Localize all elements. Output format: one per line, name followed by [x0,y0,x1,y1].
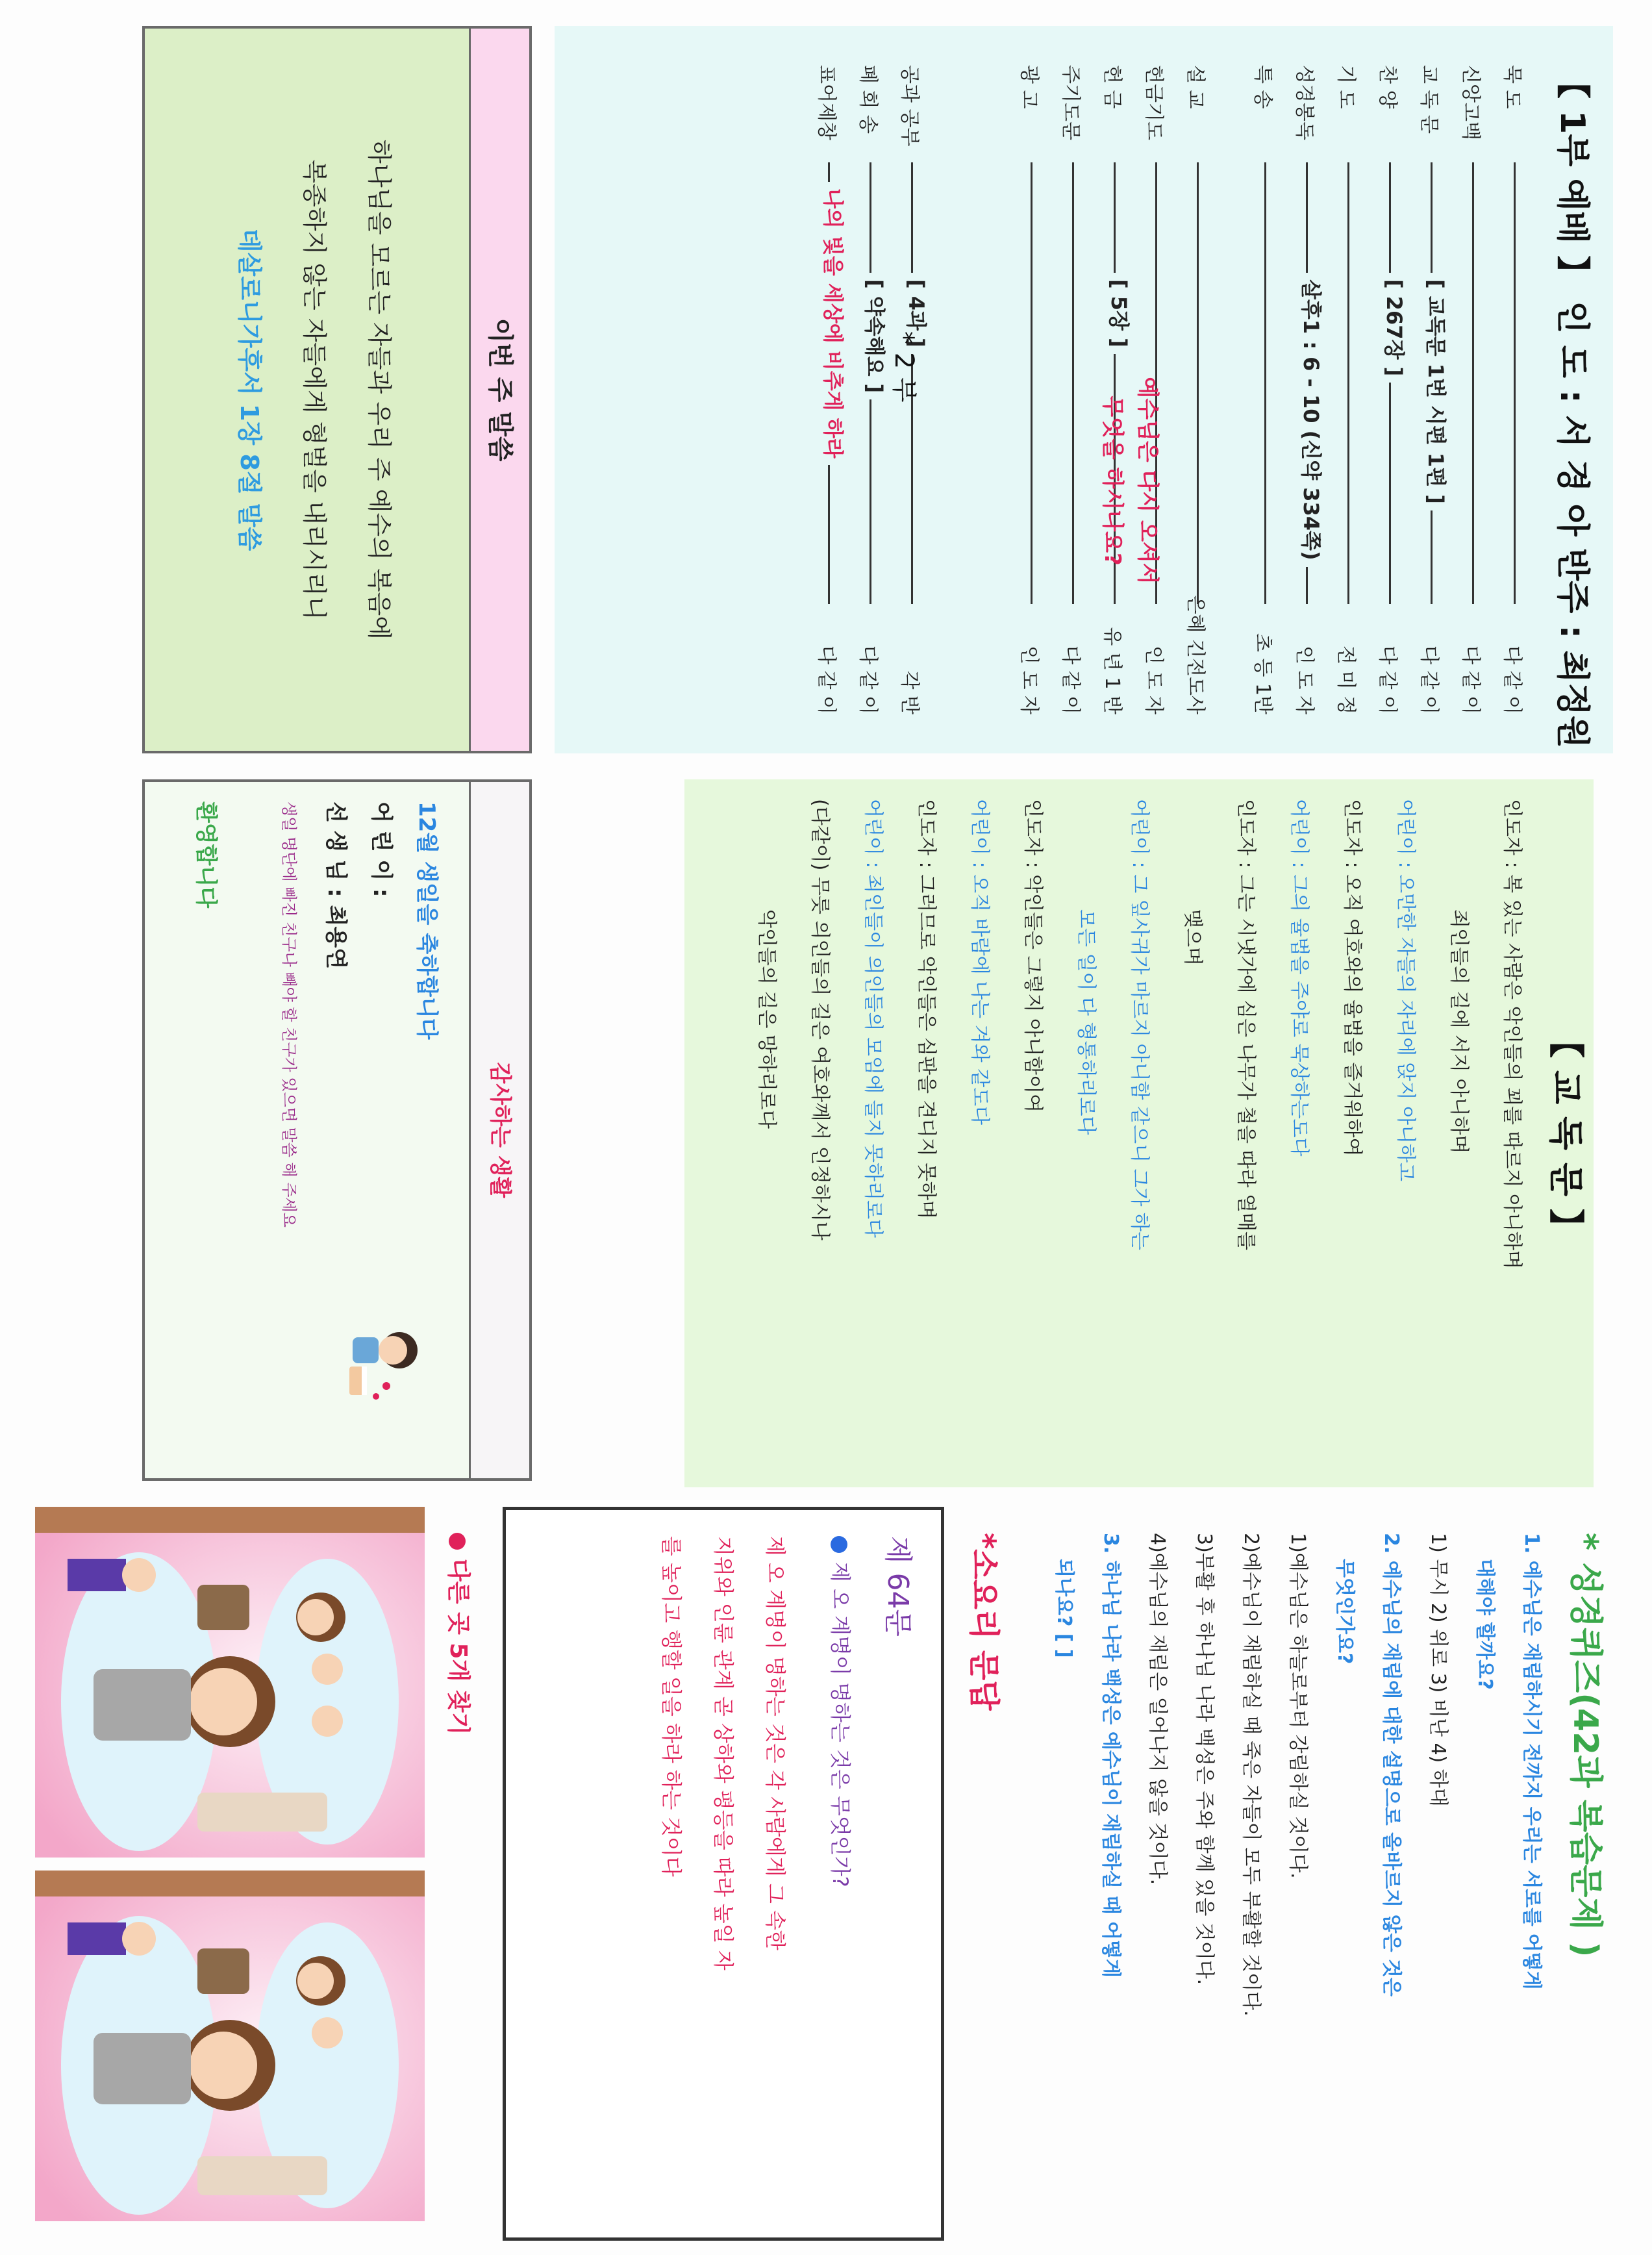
birthday-note: 생일 명단에 빠진 친구나 빼야 할 친구가 있으면 말씀 해 주세요 [280,801,298,1228]
responsive-reading-line: 어린이 : 그의 율법을 주야로 묵상하는도다 [1288,799,1310,1157]
order-item-leader: 각 반 [898,670,921,714]
worship-order-row [1247,65,1286,714]
responsive-reading-panel [684,779,1594,1487]
order-dotted-line [1514,162,1516,604]
order-item-leader: 다 같 이 [1459,645,1482,714]
order-item-detail: [ 5장 ] [1105,273,1135,354]
weekly-verse-line1: 하나님을 모르는 자들과 우리 주 예수의 복음에 [365,140,394,640]
order-item-leader: 인 도 자 [1293,645,1316,714]
order-item-label: 특 송 [1251,65,1274,109]
spot-difference-picture-b [35,1871,425,2221]
welcome-text: 환영합니다 [193,801,219,909]
order-item-label: 헌 금 [1101,65,1123,109]
order-item-label: 광 고 [1018,65,1040,109]
bible-quiz-line: 3. 하나님 나라 백성은 예수님이 재림하실 때 어떻게 [1099,1533,1122,1978]
order-dotted-line [1197,162,1199,604]
weekly-verse-panel [142,26,532,753]
thanks-title: 감사하는 생활 [469,782,529,1478]
thanks-panel [142,779,532,1481]
catechism-answer-line1: 제 오 계명이 명하는 것은 각 사람에게 그 속한 [763,1536,788,1950]
order-item-detail: [ 교독문 1번 시편 1편 ] [1422,273,1452,510]
worship-order-row [1288,65,1327,714]
birthday-teachers: 선 생 님 : 최용연 [323,801,349,970]
bible-quiz-line: 되나요? [ ] [1053,1559,1075,1658]
bible-quiz-line: 3)부활 후 하나님 나라 백성은 주와 함께 있을 것이다. [1193,1533,1216,1985]
order-item-leader: 초 등 1반 [1251,633,1274,714]
order-dotted-line [1472,162,1474,604]
worship-order-row [1371,65,1410,714]
order-item-leader: 은혜 긴전도사 [1184,595,1207,714]
order-item-label: 헌금기도 [1142,65,1165,140]
birthday-heading: 12월 생일을 축하합니다 [414,801,440,1040]
catechism-number: 제 64문 [881,1536,914,1637]
order-item-label: 찬 양 [1376,65,1399,109]
catechism-title: *소요리 문답 [966,1533,1002,1711]
birthday-cake-illustration [328,1315,425,1405]
responsive-reading-line: 죄인들의 길에 서지 아니하며 [1447,909,1470,1154]
spot-difference-picture-a [35,1507,425,1858]
responsive-reading-title: 【 교 독 문 】 [1546,1023,1586,1244]
responsive-reading-line: 모든 일이 다 형통하리로다 [1075,909,1097,1135]
responsive-reading-line: 인도자 : 복 있는 사람은 악인들의 꾀를 따르지 아니하며 [1501,799,1523,1269]
responsive-reading-line: 인도자 : 그러므로 악인들은 심판을 견디지 못하며 [915,799,938,1219]
order-item-label: 성경봉독 [1293,65,1316,140]
responsive-reading-line: 어린이 : 오직 바람에 나는 겨와 같도다 [968,799,991,1126]
worship-order-row [1455,65,1494,714]
worship-order-row [1496,65,1535,714]
sermon-title-line1: 예수님은 다시 오셔서 [1134,377,1160,585]
responsive-reading-line: (다같이) 무릇 의인들의 길은 여호와께서 인정하시나 [808,799,831,1241]
order-item-label: 주기도문 [1059,65,1082,140]
weekly-verse-title: 이번 주 말씀 [469,29,529,751]
worship-order-panel [555,26,1613,753]
bible-quiz-line: 2)예수님이 재림하실 때 죽은 자들이 모두 부활할 것이다. [1240,1533,1262,2017]
order-item-label: 신앙고백 [1459,65,1482,140]
sermon-title-line2: 무엇을 하시나요? [1099,396,1125,566]
order-item-leader: 다 같 이 [1501,645,1523,714]
order-item-label: 폐 회 송 [857,65,879,134]
spot-difference-title-row [444,1533,477,1735]
order-item-label: 기 도 [1334,65,1357,109]
worship-order-row [1013,65,1052,714]
order-item-label: 공과 공부 [898,65,921,147]
responsive-reading-line: 인도자 : 악인들은 그렇지 아니함이여 [1021,799,1044,1113]
order-item-detail: 나의 빛을 세상에 비추게 하라 [820,182,849,465]
responsive-reading-line: 악인들의 길은 망하리로다 [755,909,778,1129]
catechism-question-row [827,1536,857,1887]
bible-quiz-line: 4)예수님의 재림은 일어나지 않을 것이다. [1146,1533,1169,1885]
order-dotted-line [1031,162,1032,604]
catechism-answer-line3: 를 높이고 행할 일을 하라 하는 것이다 [659,1536,684,1877]
worship-order-title: 【 1부 예배 】 인 도 : 서 경 아 반주 : 최정원 [1553,65,1592,749]
order-item-leader: 다 같 이 [857,645,879,714]
order-item-detail: [ 약속해요 ] [861,273,891,399]
order-dotted-line [1347,162,1349,604]
worship-order-row [1055,65,1094,714]
bible-quiz-panel [1029,1507,1613,2241]
order-item-detail: [ 4과 ] [903,273,932,354]
worship-order-row [852,65,891,714]
responsive-reading-line: 어린이 : 죄인들이 의인들의 모임에 들지 못하리로다 [862,799,884,1238]
order-item-leader: 전 미 정 [1334,645,1357,714]
weekly-verse-line2: 복종하지 않는 자들에게 형벌을 내리시리니 [300,159,329,620]
order-item-detail: 살후1 : 6 - 10 (신약 334쪽) [1297,273,1327,567]
catechism-question: 제 오 계명이 명하는 것은 무엇인가? [828,1562,853,1887]
catechism-answer-line2: 지위와 인륜 관계 곧 상하와 평등을 따라 높일 자 [711,1536,736,1971]
spot-difference-title: 다른 곳 5개 찾기 [445,1559,471,1735]
weekly-verse-reference: 데살로니가후서 1장 8절 말씀 [235,228,264,551]
catechism-panel [503,1507,944,2241]
responsive-reading-line: 인도자 : 그는 시냇가에 심은 나무가 철을 따라 열매를 [1234,799,1257,1250]
order-item-label: 묵 도 [1501,65,1523,109]
responsive-reading-line: 어린이 : 그 잎사귀가 마르지 아니함 같으니 그가 하는 [1128,799,1151,1250]
birthday-children: 어 린 이 : [368,801,394,898]
order-item-leader: 다 같 이 [1059,645,1082,714]
red-dot-icon [449,1533,466,1550]
bible-quiz-line: 1) 무시 2) 위로 3) 비난 4) 하대 [1427,1533,1449,1807]
order-item-detail: [ 267장 ] [1381,273,1410,383]
responsive-reading-line: 맺으며 [1181,909,1204,966]
part2-label: * 2 부 [889,331,919,403]
bible-quiz-line: 2. 예수님의 재림에 대한 설명으로 올바르지 않은 것은 [1380,1533,1403,1997]
order-item-label: 교 독 문 [1418,65,1440,134]
order-dotted-line [1264,162,1266,604]
worship-order-row [1330,65,1369,714]
question-dot-icon [831,1536,847,1553]
order-item-leader: 인 도 자 [1018,645,1040,714]
bible-quiz-line: 1. 예수님은 재림하시기 전까지 우리는 서로를 어떻게 [1520,1533,1543,1990]
catechism-heading-wrap [957,1507,1016,2241]
order-item-label: 설 교 [1184,65,1207,109]
order-item-leader: 다 같 이 [815,645,838,714]
bible-quiz-line: 무엇인가요? [1333,1559,1356,1665]
order-dotted-line [1389,162,1391,604]
order-item-leader: 인 도 자 [1142,645,1165,714]
worship-order-row [1413,65,1452,714]
bible-quiz-line: 1)예수님은 하늘로부터 강림하실 것이다. [1286,1533,1309,1879]
bible-quiz-line: 대해야 할까요? [1473,1559,1496,1690]
responsive-reading-line: 어린이 : 오만한 자들의 자리에 앉지 아니하고 [1394,799,1417,1181]
order-item-leader: 유 년 1 반 [1101,627,1123,714]
order-item-leader: 다 같 이 [1418,645,1440,714]
spot-difference-panel [29,1507,477,2241]
order-item-label: 표어제창 [815,65,838,140]
worship-order-row [1179,65,1218,714]
order-dotted-line [1072,162,1074,604]
worship-order-row [810,65,849,714]
responsive-reading-line: 인도자 : 오직 여호와의 율법을 즐거워하여 [1341,799,1364,1157]
bible-quiz-title: * 성경퀴즈(42과 복습문제 ) [1566,1533,1605,1958]
order-item-leader: 다 같 이 [1376,645,1399,714]
